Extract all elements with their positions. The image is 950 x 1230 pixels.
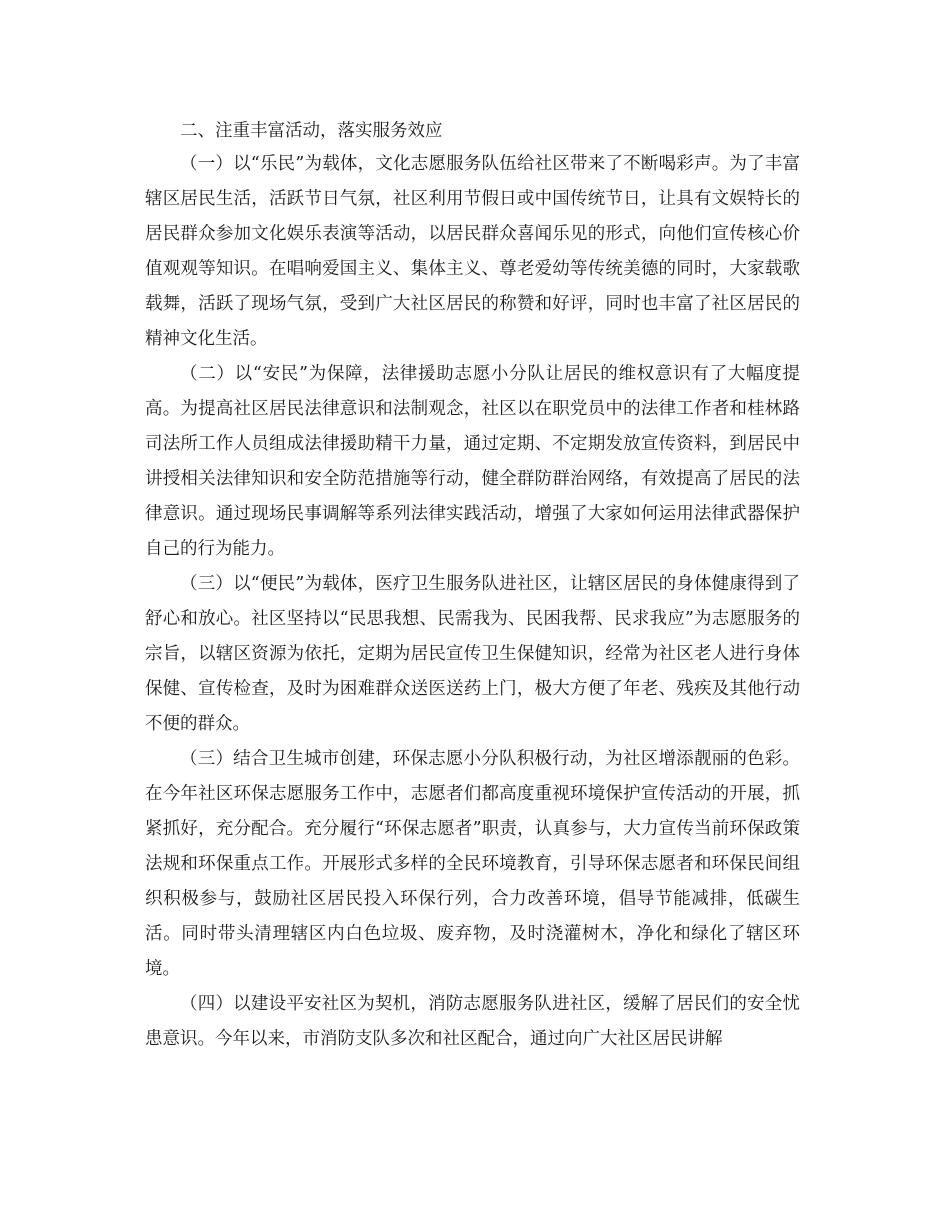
- section-heading: 二、注重丰富活动，落实服务效应: [180, 121, 443, 141]
- paragraph-1: （一）以“乐民”为载体，文化志愿服务队伍给社区带来了不断喝彩声。为了丰富辖区居民生活，活跃节日气氛，社区利用节假日或中国传统节日，让具有文娱特长的居民群众参加文化娱乐表演等活动，以居民群众喜闻乐见的形式，向他们宣传核心价值观观等知识。在唱响爱国主义、集体主义、尊老爱幼等传统美德的同时，大家载歌载舞，活跃了现场气氛，受到广大社区居民的称赞和好评，同时也丰富了社区居民的精神文化生活。: [145, 154, 800, 349]
- paragraph-2: （二）以“安民”为保障，法律援助志愿小分队让居民的维权意识有了大幅度提高。为提高社区居民法律意识和法制观念，社区以在职党员中的法律工作者和桂林路司法所工作人员组成法律援助精干力量，通过定期、不定期发放宣传资料，到居民中讲授相关法律知识和安全防范措施等行动，健全群防群治网络，有效提高了居民的法律意识。通过现场民事调解等系列法律实践活动，增强了大家如何运用法律武器保护自己的行为能力。: [145, 364, 800, 559]
- paragraph-4: （三）结合卫生城市创建，环保志愿小分队积极行动，为社区增添靓丽的色彩。在今年社区环保志愿服务工作中，志愿者们都高度重视环境保护宣传活动的开展，抓紧抓好，充分配合。充分履行“环保志愿者”职责，认真参与，大力宣传当前环保政策法规和环保重点工作。开展形式多样的全民环境教育，引导环保志愿者和环保民间组织积极参与，鼓励社区居民投入环保行列，合力改善环境，倡导节能减排，低碳生活。同时带头清理辖区内白色垃圾、废弃物，及时浇灌树木，净化和绿化了辖区环境。: [145, 749, 800, 979]
- document-body: [145, 115, 800, 1057]
- paragraph-5: （四）以建设平安社区为契机，消防志愿服务队进社区，缓解了居民们的安全忧患意识。今年以来，市消防支队多次和社区配合，通过向广大社区居民讲解: [145, 994, 800, 1049]
- paragraph-3: （三）以“便民”为载体，医疗卫生服务队进社区，让辖区居民的身体健康得到了舒心和放心。社区坚持以“民思我想、民需我为、民困我帮、民求我应”为志愿服务的宗旨，以辖区资源为依托，定期为居民宣传卫生保健知识，经常为社区老人进行身体保健、宣传检查，及时为困难群众送医送药上门，极大方便了年老、残疾及其他行动不便的群众。: [145, 574, 800, 734]
